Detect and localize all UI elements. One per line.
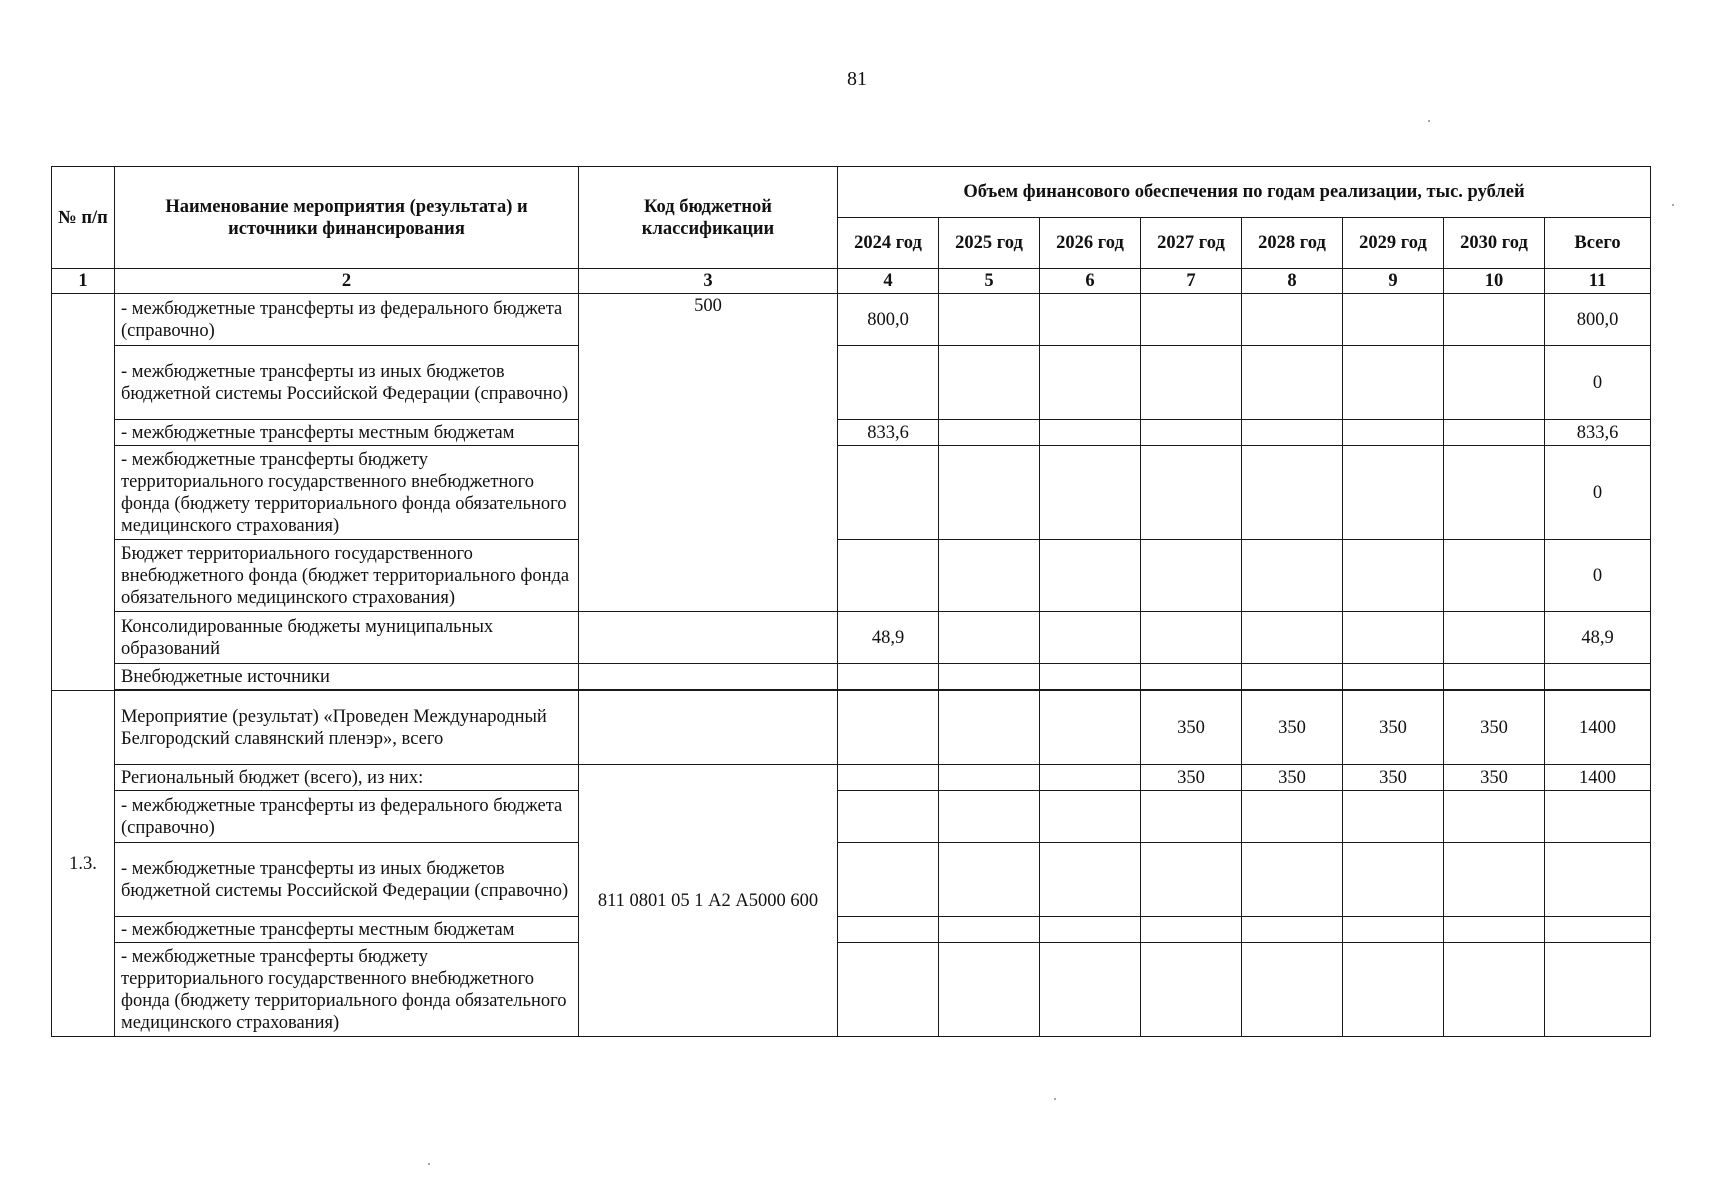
value-cell [838,664,939,690]
budget-code [579,691,838,765]
value-cell [1444,446,1545,540]
scan-speck [1428,120,1430,122]
value-cell [1444,420,1545,446]
value-cell [1040,294,1141,346]
column-number: 10 [1444,269,1545,294]
value-cell: 800,0 [838,294,939,346]
table-row [52,791,1651,843]
value-cell [838,446,939,540]
table-row [52,294,1651,346]
table-row [52,446,1651,540]
total-cell: 833,6 [1545,420,1651,446]
column-number: 9 [1343,269,1444,294]
value-cell: 350 [1343,691,1444,765]
value-cell [1040,843,1141,917]
scan-speck [1672,204,1674,206]
value-cell [1040,917,1141,943]
row-name: Мероприятие (результат) «Проведен Международный Белгородский славянский пленэр», всего [115,691,579,765]
value-cell [1040,540,1141,612]
value-cell [1343,664,1444,690]
column-number-row [52,269,1651,294]
budget-code: 811 0801 05 1 А2 А5000 600 [579,765,838,1037]
value-cell [939,843,1040,917]
value-cell [1242,917,1343,943]
value-cell [1242,294,1343,346]
budget-code [579,612,838,664]
header-year: 2026 год [1040,218,1141,269]
table-row [52,420,1651,446]
value-cell [1444,294,1545,346]
value-cell [1242,346,1343,420]
value-cell [1141,664,1242,690]
value-cell [1343,843,1444,917]
header-year: 2028 год [1242,218,1343,269]
value-cell [1444,540,1545,612]
value-cell [1242,664,1343,690]
value-cell [1242,612,1343,664]
value-cell [939,691,1040,765]
value-cell [1444,917,1545,943]
value-cell [1242,791,1343,843]
value-cell [939,612,1040,664]
value-cell [1444,843,1545,917]
value-cell: 350 [1444,691,1545,765]
column-number: 7 [1141,269,1242,294]
value-cell [1343,446,1444,540]
page-number: 81 [847,68,867,90]
value-cell [1444,943,1545,1037]
header-year: 2030 год [1444,218,1545,269]
value-cell [1343,612,1444,664]
scan-speck [428,1163,430,1165]
value-cell [1242,446,1343,540]
value-cell: 350 [1242,765,1343,791]
header-year: 2029 год [1343,218,1444,269]
table-row [52,664,1651,690]
column-number: 1 [52,269,115,294]
value-cell [1444,612,1545,664]
value-cell [939,765,1040,791]
column-number: 6 [1040,269,1141,294]
value-cell [838,943,939,1037]
value-cell [838,843,939,917]
total-cell [1545,943,1651,1037]
value-cell [1141,917,1242,943]
header-year: 2025 год [939,218,1040,269]
header-name: Наименование мероприятия (результата) и источники финансирования [115,167,579,269]
row-name: - межбюджетные трансферты из федерального бюджета (справочно) [115,791,579,843]
value-cell [1343,540,1444,612]
table-row [52,917,1651,943]
row-name: - межбюджетные трансферты бюджету территориального государственного внебюджетного фонда (бюджету территориального фонда обязательного медицинского страхования) [115,446,579,540]
total-cell: 800,0 [1545,294,1651,346]
value-cell [1242,420,1343,446]
value-cell [1141,346,1242,420]
total-cell: 1400 [1545,765,1651,791]
column-number: 4 [838,269,939,294]
value-cell [1242,943,1343,1037]
header-year: 2024 год [838,218,939,269]
value-cell [1040,943,1141,1037]
value-cell [1343,420,1444,446]
row-name: - межбюджетные трансферты из иных бюджетов бюджетной системы Российской Федерации (справочно) [115,346,579,420]
table-row [52,765,1651,791]
value-cell: 350 [1141,765,1242,791]
column-number: 8 [1242,269,1343,294]
value-cell [1141,943,1242,1037]
total-cell [1545,664,1651,690]
value-cell [939,791,1040,843]
value-cell [939,294,1040,346]
column-number: 5 [939,269,1040,294]
value-cell [1343,943,1444,1037]
value-cell: 350 [1141,691,1242,765]
value-cell [1040,420,1141,446]
value-cell [838,346,939,420]
row-name: Бюджет территориального государственного внебюджетного фонда (бюджет территориального фонда обязательного медицинского страхования) [115,540,579,612]
value-cell [838,917,939,943]
table-row [52,540,1651,612]
row-name: - межбюджетные трансферты бюджету территориального государственного внебюджетного фонда (бюджету территориального фонда обязательного медицинского страхования) [115,943,579,1037]
value-cell [939,943,1040,1037]
value-cell [838,791,939,843]
total-cell [1545,843,1651,917]
scan-speck [1054,1098,1056,1100]
row-index: 1.3. [52,691,115,1037]
value-cell: 350 [1242,691,1343,765]
column-number: 2 [115,269,579,294]
value-cell [1040,446,1141,540]
value-cell [1040,664,1141,690]
value-cell [1040,346,1141,420]
value-cell [1343,791,1444,843]
total-cell: 0 [1545,346,1651,420]
value-cell [838,691,939,765]
value-cell [1040,612,1141,664]
row-name: Региональный бюджет (всего), из них: [115,765,579,791]
value-cell [1343,346,1444,420]
value-cell [1141,791,1242,843]
row-name: Консолидированные бюджеты муниципальных образований [115,612,579,664]
value-cell [1444,346,1545,420]
row-index-cell [52,294,115,691]
total-cell [1545,791,1651,843]
value-cell: 48,9 [838,612,939,664]
value-cell [1141,446,1242,540]
table-row [52,843,1651,917]
total-cell [1545,917,1651,943]
total-cell: 48,9 [1545,612,1651,664]
row-name: - межбюджетные трансферты из федерального бюджета (справочно) [115,294,579,346]
header-volume: Объем финансового обеспечения по годам реализации, тыс. рублей [838,167,1651,218]
total-cell: 1400 [1545,691,1651,765]
column-number: 11 [1545,269,1651,294]
row-name: - межбюджетные трансферты местным бюджетам [115,420,579,446]
financing-table [51,166,1651,1037]
value-cell [939,917,1040,943]
value-cell [1141,540,1242,612]
value-cell [939,540,1040,612]
value-cell [1040,691,1141,765]
table-row [52,691,1651,765]
value-cell: 350 [1343,765,1444,791]
value-cell [939,346,1040,420]
value-cell [838,540,939,612]
value-cell [1343,917,1444,943]
column-number: 3 [579,269,838,294]
header-code: Код бюджетной классификации [579,167,838,269]
row-name: - межбюджетные трансферты местным бюджетам [115,917,579,943]
header-total: Всего [1545,218,1651,269]
value-cell [1141,612,1242,664]
table-row [52,943,1651,1037]
value-cell [1141,420,1242,446]
value-cell: 350 [1444,765,1545,791]
value-cell [1343,294,1444,346]
table-row [52,346,1651,420]
total-cell: 0 [1545,540,1651,612]
value-cell [1040,765,1141,791]
value-cell: 833,6 [838,420,939,446]
value-cell [1141,294,1242,346]
value-cell [1444,664,1545,690]
value-cell [939,664,1040,690]
row-name: - межбюджетные трансферты из иных бюджетов бюджетной системы Российской Федерации (справочно) [115,843,579,917]
value-cell [838,765,939,791]
header-num: № п/п [52,167,115,269]
value-cell [1444,791,1545,843]
budget-code: 500 [579,294,838,612]
value-cell [1141,843,1242,917]
total-cell: 0 [1545,446,1651,540]
value-cell [1040,791,1141,843]
value-cell [1242,540,1343,612]
value-cell [939,446,1040,540]
budget-code [579,664,838,690]
value-cell [939,420,1040,446]
header-year: 2027 год [1141,218,1242,269]
value-cell [1242,843,1343,917]
table-row [52,612,1651,664]
row-name: Внебюджетные источники [115,664,579,690]
